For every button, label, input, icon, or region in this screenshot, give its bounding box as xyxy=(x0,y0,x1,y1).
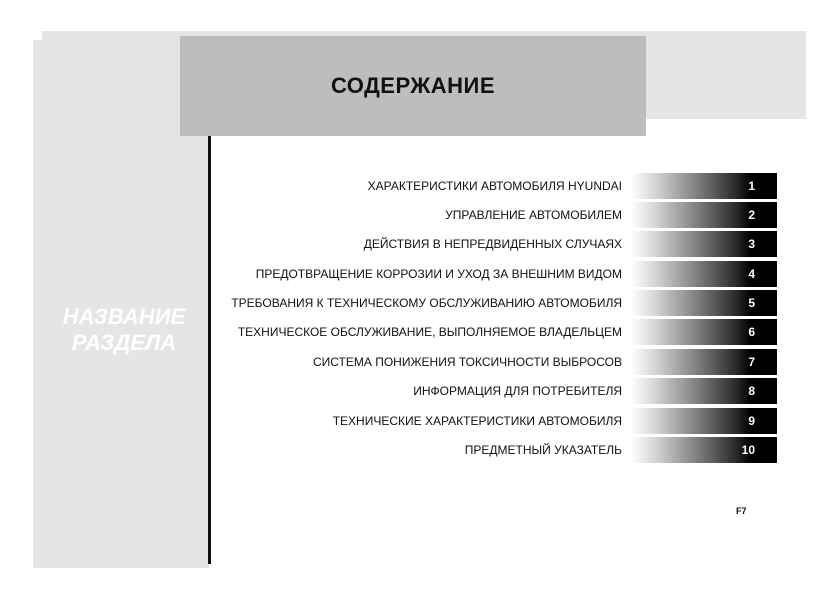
section-label-line2: РАЗДЕЛА xyxy=(71,330,177,355)
chapter-tab[interactable] xyxy=(631,202,777,228)
chapter-tab[interactable] xyxy=(631,349,777,375)
chapter-number: 4 xyxy=(748,267,755,281)
chapter-tab[interactable] xyxy=(631,261,777,287)
toc-item-label: ПРЕДМЕТНЫЙ УКАЗАТЕЛЬ xyxy=(464,443,622,457)
page-number: F7 xyxy=(736,506,747,516)
chapter-number: 5 xyxy=(748,296,755,310)
chapter-tab[interactable] xyxy=(631,378,777,404)
toc-item-label: ИНФОРМАЦИЯ ДЛЯ ПОТРЕБИТЕЛЯ xyxy=(413,384,622,398)
toc-item[interactable] xyxy=(212,437,777,463)
chapter-tab[interactable] xyxy=(631,408,777,434)
toc-item[interactable] xyxy=(212,261,777,287)
toc-item[interactable] xyxy=(212,231,777,257)
toc-item-label: ТРЕБОВАНИЯ К ТЕХНИЧЕСКОМУ ОБСЛУЖИВАНИЮ АВТОМОБИЛЯ xyxy=(231,296,622,310)
chapter-tab[interactable] xyxy=(631,231,777,257)
title-box xyxy=(180,36,646,136)
toc-item[interactable] xyxy=(212,319,777,345)
toc-item[interactable] xyxy=(212,173,777,199)
vertical-divider xyxy=(208,136,211,564)
toc-item-label: ТЕХНИЧЕСКИЕ ХАРАКТЕРИСТИКИ АВТОМОБИЛЯ xyxy=(332,414,622,428)
section-label xyxy=(40,304,208,356)
chapter-number: 3 xyxy=(748,237,755,251)
chapter-tab[interactable] xyxy=(631,173,777,199)
chapter-number: 10 xyxy=(741,443,755,457)
chapter-tab[interactable] xyxy=(631,290,777,316)
toc-item-label: ХАРАКТЕРИСТИКИ АВТОМОБИЛЯ HYUNDAI xyxy=(367,179,622,193)
chapter-number: 9 xyxy=(748,414,755,428)
chapter-tab[interactable] xyxy=(631,437,777,463)
section-label-line1: НАЗВАНИЕ xyxy=(62,304,186,329)
chapter-tab[interactable] xyxy=(631,319,777,345)
toc-item[interactable] xyxy=(212,202,777,228)
toc-item-label: СИСТЕМА ПОНИЖЕНИЯ ТОКСИЧНОСТИ ВЫБРОСОВ xyxy=(313,355,622,369)
toc-item[interactable] xyxy=(212,349,777,375)
toc-item-label: ТЕХНИЧЕСКОЕ ОБСЛУЖИВАНИЕ, ВЫПОЛНЯЕМОЕ ВЛАДЕЛЬЦЕМ xyxy=(237,325,622,339)
toc-item-label: УПРАВЛЕНИЕ АВТОМОБИЛЕМ xyxy=(445,208,622,222)
chapter-number: 8 xyxy=(748,384,755,398)
page-title: СОДЕРЖАНИЕ xyxy=(330,73,496,98)
chapter-number: 2 xyxy=(748,208,755,222)
chapter-number: 6 xyxy=(748,325,755,339)
chapter-number: 1 xyxy=(748,179,755,193)
toc-item-label: ПРЕДОТВРАЩЕНИЕ КОРРОЗИИ И УХОД ЗА ВНЕШНИМ ВИДОМ xyxy=(255,267,622,281)
toc-item-label: ДЕЙСТВИЯ В НЕПРЕДВИДЕННЫХ СЛУЧАЯХ xyxy=(363,237,622,251)
toc-item[interactable] xyxy=(212,378,777,404)
toc-item[interactable] xyxy=(212,408,777,434)
chapter-number: 7 xyxy=(748,355,755,369)
toc-item[interactable] xyxy=(212,290,777,316)
